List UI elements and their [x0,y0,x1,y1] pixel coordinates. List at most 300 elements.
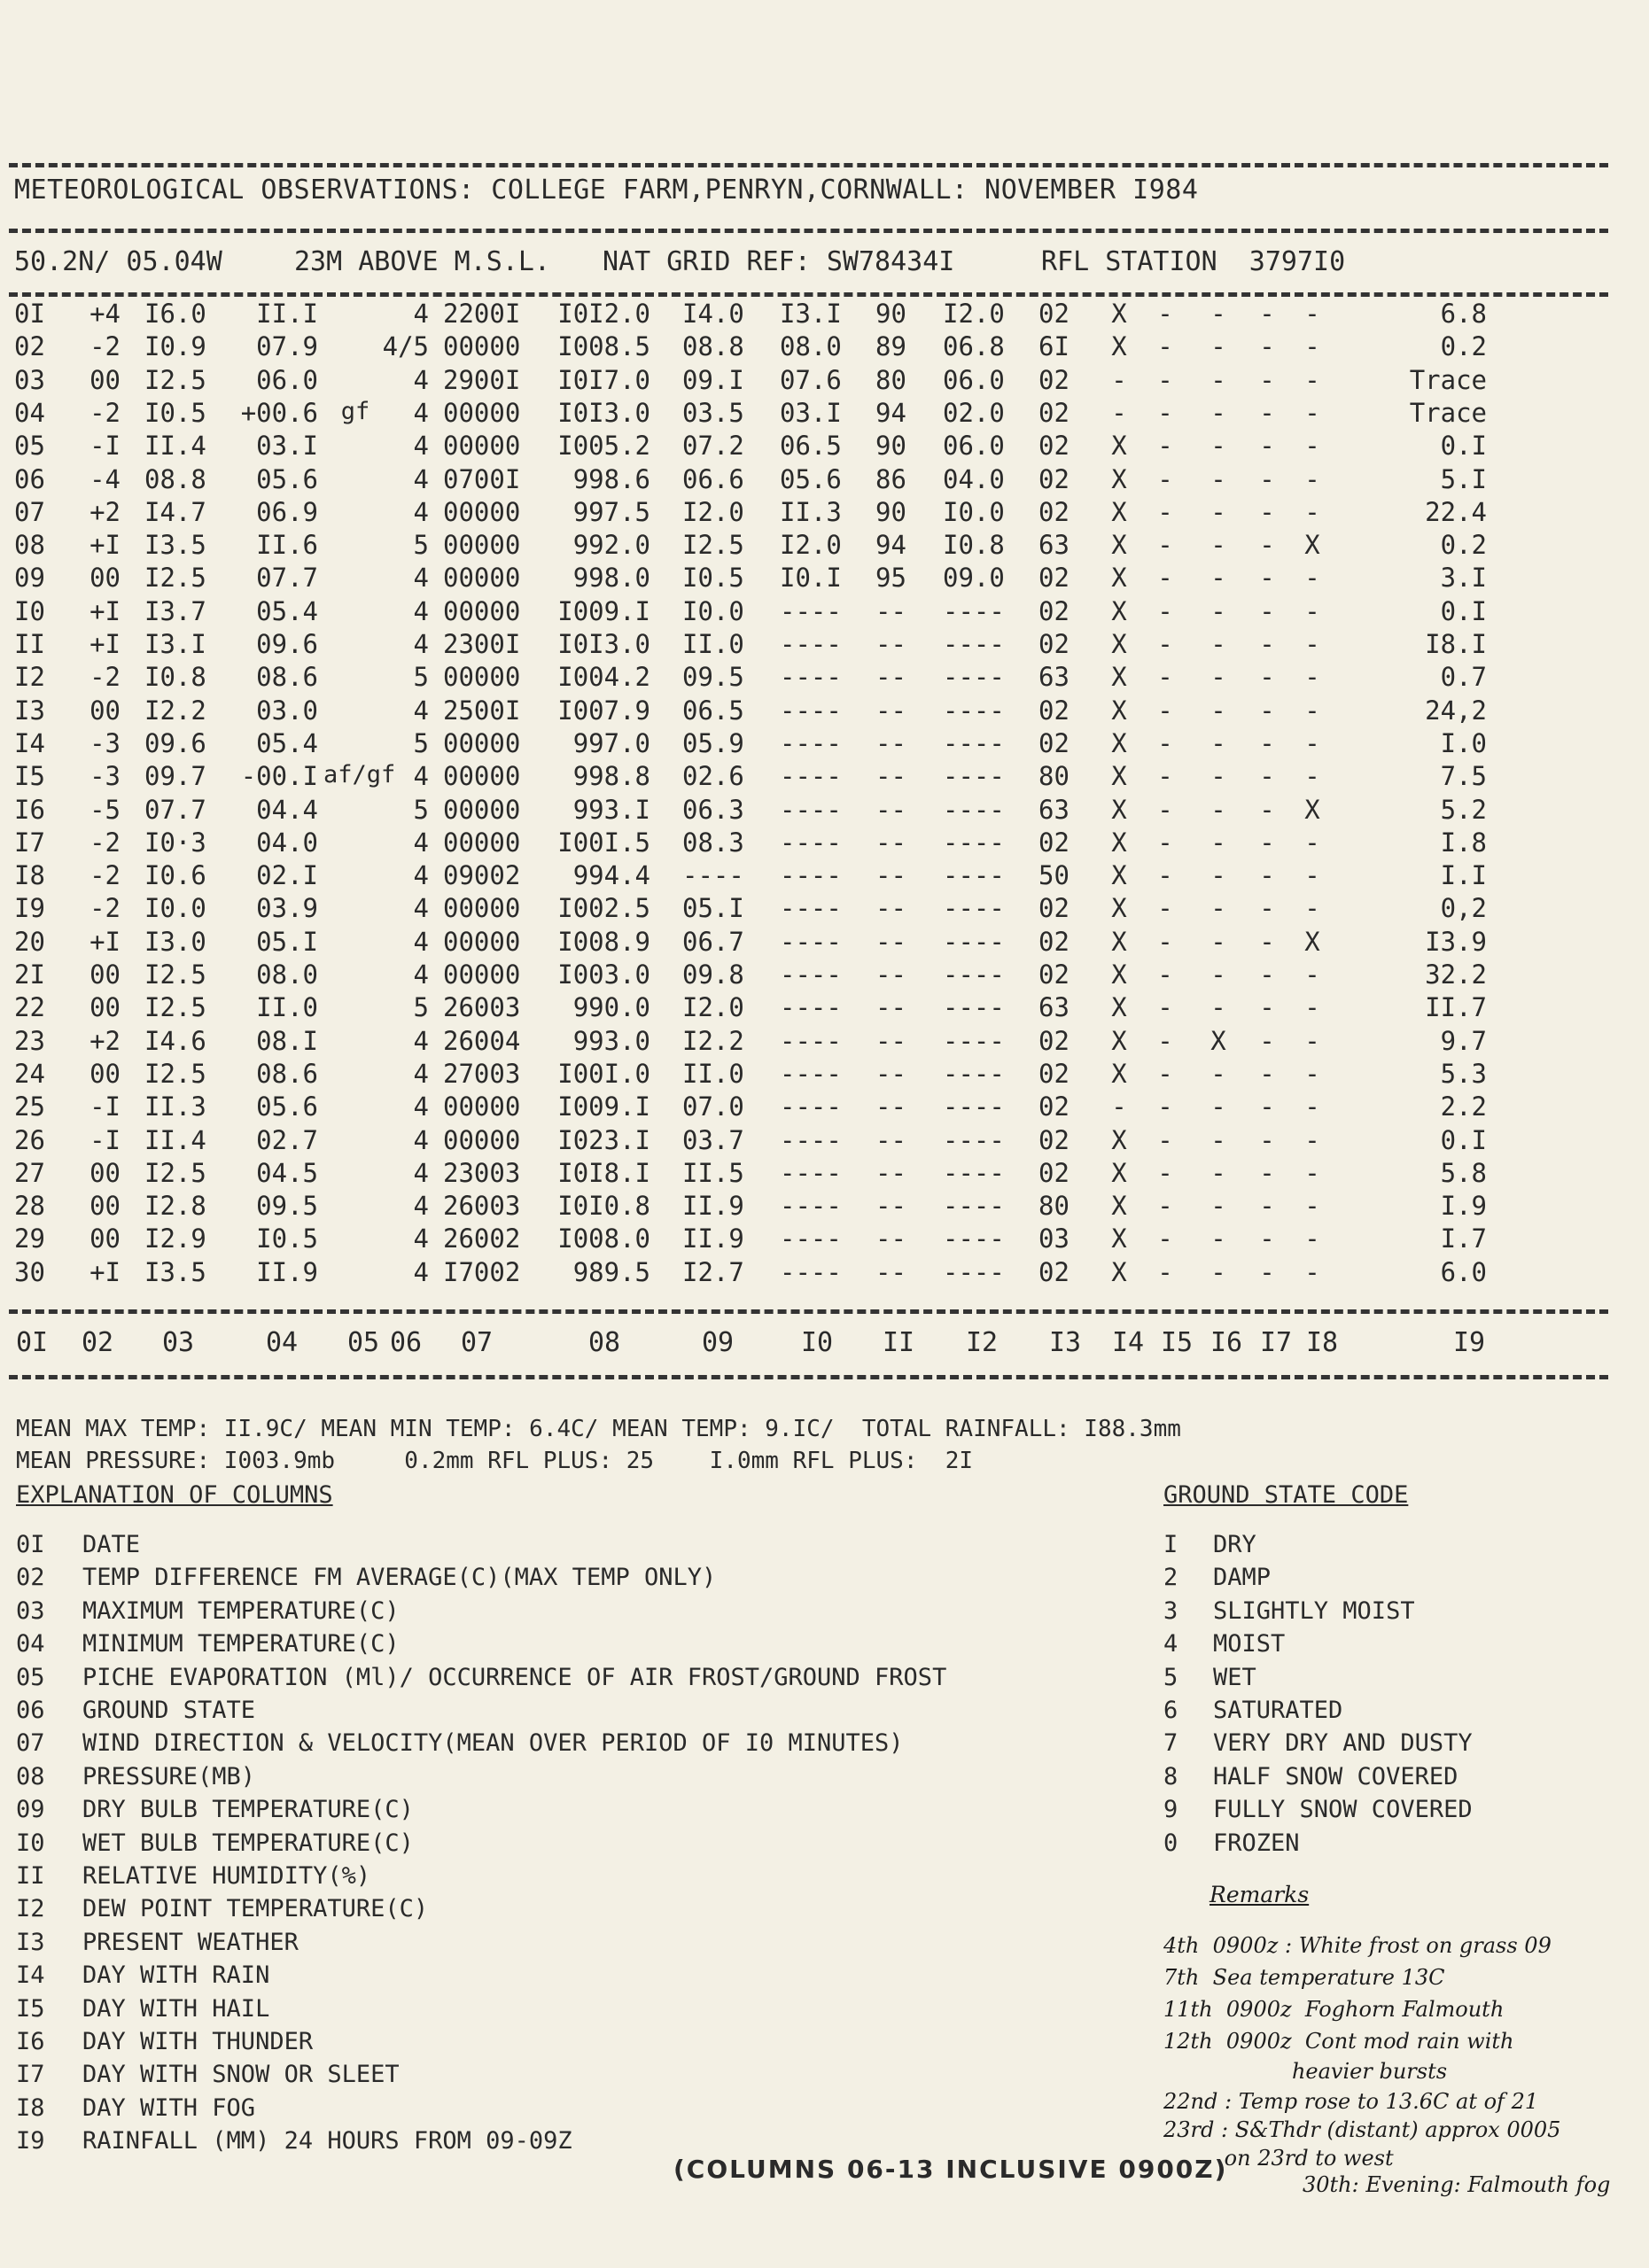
table-cell-col-19: 2.2 [1440,1091,1487,1122]
table-cell-col-9: 07.2 [682,431,744,462]
table-cell-col-12: ---- [943,860,1005,891]
column-number: I0 [801,1327,834,1358]
table-cell-col-15: - [1157,893,1173,924]
explanation-text: WET BULB TEMPERATURE(C) [82,1829,414,1857]
table-cell-col-9: I2.7 [682,1256,744,1287]
table-cell-col-14: X [1111,1256,1127,1287]
table-cell-col-9: I4.0 [682,299,744,329]
table-cell-col-15: - [1157,959,1173,990]
table-cell-col-17: - [1259,1157,1275,1188]
explanation-item [16,1895,428,1922]
table-cell-col-10: 06.5 [780,431,842,462]
table-cell-col-6: 4 [413,860,429,891]
table-cell-col-1: II [14,629,45,659]
ground-state-label: DRY [1213,1531,1256,1558]
table-cell-col-2: +I [89,629,121,659]
table-cell-col-13: 02 [1038,893,1070,924]
table-cell-col-14: X [1111,496,1127,527]
table-cell-col-4: 03.I [256,431,318,462]
table-cell-col-13: 02 [1038,629,1070,659]
table-row [0,431,1649,463]
table-cell-col-18: - [1304,959,1320,990]
table-cell-col-1: I5 [14,761,45,792]
table-cell-col-2: -3 [89,761,121,792]
explanation-number: 05 [16,1663,45,1691]
table-cell-col-19: 5.I [1440,463,1487,494]
table-cell-col-2: 00 [89,1058,121,1089]
table-cell-col-14: X [1111,1124,1127,1155]
table-cell-col-16: - [1210,1091,1226,1122]
column-number: 05 [347,1327,380,1358]
table-cell-col-16: - [1210,1124,1226,1155]
table-cell-col-7: 2300I [443,629,521,659]
table-cell-col-1: I7 [14,827,45,858]
table-cell-col-4: 06.9 [256,496,318,527]
table-cell-col-15: - [1157,662,1173,693]
table-cell-col-4: 09.6 [256,629,318,659]
table-cell-col-3: I4.7 [144,496,206,527]
table-cell-col-8: I009.I [557,1091,650,1122]
ground-state-label: WET [1213,1663,1256,1691]
table-cell-col-11: -- [875,893,906,924]
table-cell-col-19: 6.8 [1440,299,1487,329]
ground-state-item [1163,1664,1256,1691]
table-cell-col-12: ---- [943,727,1005,758]
table-cell-col-10: ---- [780,926,842,957]
table-cell-col-7: 0700I [443,463,521,494]
table-cell-col-14: X [1111,331,1127,362]
table-cell-col-10: ---- [780,827,842,858]
table-cell-col-6: 4 [413,496,429,527]
table-cell-col-12: ---- [943,893,1005,924]
table-cell-col-11: -- [875,1124,906,1155]
table-cell-col-6: 4 [413,1091,429,1122]
table-cell-col-16: - [1210,761,1226,792]
table-cell-col-16: - [1210,331,1226,362]
explanation-text: DATE [82,1531,141,1558]
table-cell-col-17: - [1259,364,1275,395]
table-cell-col-18: - [1304,463,1320,494]
table-cell-col-8: 990.0 [572,992,650,1023]
column-number: I7 [1260,1327,1293,1358]
table-cell-col-12: 04.0 [943,463,1005,494]
table-cell-col-15: - [1157,496,1173,527]
table-cell-col-14: X [1111,1058,1127,1089]
table-cell-col-19: II.7 [1425,992,1487,1023]
table-cell-col-15: - [1157,299,1173,329]
table-cell-col-7: 27003 [443,1058,521,1089]
table-cell-col-14: X [1111,860,1127,891]
table-cell-col-17: - [1259,662,1275,693]
table-cell-col-17: - [1259,1256,1275,1287]
table-cell-col-14: X [1111,893,1127,924]
table-cell-col-16: - [1210,530,1226,561]
table-cell-col-13: 80 [1038,1191,1070,1222]
explanation-item [16,1829,414,1857]
table-cell-col-19: Trace [1409,364,1487,395]
table-cell-col-12: ---- [943,959,1005,990]
table-cell-col-10: ---- [780,1058,842,1089]
divider [9,163,1608,167]
explanation-number: 03 [16,1596,45,1625]
table-cell-col-18: - [1304,727,1320,758]
table-cell-col-7: 00000 [443,431,521,462]
table-cell-col-4: 08.I [256,1025,318,1056]
table-cell-col-2: -2 [89,860,121,891]
table-cell-col-8: 997.5 [572,496,650,527]
table-cell-col-19: 0.I [1440,431,1487,462]
table-cell-col-7: 26004 [443,1025,521,1056]
table-cell-col-13: 02 [1038,364,1070,395]
table-cell-col-18: - [1304,1025,1320,1056]
table-cell-col-10: ---- [780,1091,842,1122]
table-cell-col-3: I2.5 [144,364,206,395]
table-row [0,795,1649,827]
table-cell-col-2: -2 [89,662,121,693]
table-cell-col-6: 5 [413,794,429,825]
table-cell-col-2: +I [89,595,121,626]
table-cell-col-15: - [1157,761,1173,792]
table-cell-col-11: -- [875,1091,906,1122]
column-number: 02 [82,1327,114,1358]
table-cell-col-13: 63 [1038,794,1070,825]
table-cell-col-3: I0.9 [144,331,206,362]
table-cell-col-10: ---- [780,595,842,626]
table-cell-col-9: I0.0 [682,595,744,626]
table-cell-col-4: 04.0 [256,827,318,858]
table-cell-col-1: 28 [14,1191,45,1222]
table-cell-col-4: 08.0 [256,959,318,990]
table-cell-col-6: 4 [413,397,429,428]
table-cell-col-3: 08.8 [144,463,206,494]
table-cell-col-8: I009.I [557,595,650,626]
table-cell-col-2: -4 [89,463,121,494]
table-cell-col-9: II.5 [682,1157,744,1188]
table-cell-col-14: X [1111,662,1127,693]
table-cell-col-7: I7002 [443,1256,521,1287]
table-cell-col-16: - [1210,794,1226,825]
table-cell-col-18: - [1304,397,1320,428]
table-cell-col-16: - [1210,1191,1226,1222]
table-cell-col-12: ---- [943,595,1005,626]
table-cell-col-6: 4 [413,595,429,626]
table-cell-col-2: -I [89,1124,121,1155]
table-cell-col-2: 00 [89,364,121,395]
explanation-text: DEW POINT TEMPERATURE(C) [82,1895,429,1923]
table-cell-col-14: X [1111,992,1127,1023]
explanation-text: RAINFALL (MM) 24 HOURS FROM 09-09Z [82,2127,572,2155]
table-cell-col-2: +4 [89,299,121,329]
ground-state-item [1163,1697,1342,1724]
table-cell-col-18: X [1304,794,1320,825]
explanation-number: I5 [16,1994,45,2023]
table-cell-col-10: I0.I [780,563,842,594]
table-cell-col-2: -3 [89,727,121,758]
table-cell-col-3: I0.6 [144,860,206,891]
table-cell-col-10: ---- [780,761,842,792]
table-row [0,563,1649,595]
station-altitude: 23M ABOVE M.S.L. [294,246,550,277]
remark-line: 30th: Evening: Falmouth fog [1303,2172,1611,2197]
table-cell-col-17: - [1259,794,1275,825]
table-cell-col-1: 23 [14,1025,45,1056]
table-cell-col-3: I4.6 [144,1025,206,1056]
ground-state-item [1163,1829,1300,1857]
table-cell-col-11: -- [875,860,906,891]
column-number: I6 [1210,1327,1243,1358]
ground-state-item [1163,1630,1285,1658]
table-cell-col-15: - [1157,1157,1173,1188]
table-row [0,827,1649,860]
ground-state-label: HALF SNOW COVERED [1213,1762,1458,1790]
table-cell-col-14: X [1111,827,1127,858]
table-cell-col-4: 09.5 [256,1191,318,1222]
table-cell-col-15: - [1157,463,1173,494]
table-cell-col-17: - [1259,1191,1275,1222]
table-cell-col-1: I6 [14,794,45,825]
table-cell-col-14: X [1111,563,1127,594]
explanation-item [16,1862,370,1890]
table-cell-col-8: I0I7.0 [557,364,650,395]
table-cell-col-3: I0·3 [144,827,206,858]
table-cell-col-18: - [1304,431,1320,462]
table-cell-col-16: - [1210,992,1226,1023]
table-cell-col-8: 993.0 [572,1025,650,1056]
table-cell-col-7: 00000 [443,1091,521,1122]
table-cell-col-8: I005.2 [557,431,650,462]
table-cell-col-9: 02.6 [682,761,744,792]
table-cell-col-16: - [1210,431,1226,462]
table-cell-col-17: - [1259,463,1275,494]
table-cell-col-12: ---- [943,992,1005,1023]
table-cell-col-9: 06.6 [682,463,744,494]
table-cell-col-10: ---- [780,629,842,659]
table-row [0,530,1649,563]
table-cell-col-2: -I [89,1091,121,1122]
ground-state-label: FULLY SNOW COVERED [1213,1796,1473,1824]
table-cell-col-12: ---- [943,1157,1005,1188]
table-cell-col-7: 00000 [443,563,521,594]
table-cell-col-4: I0.5 [256,1223,318,1254]
table-cell-col-3: I3.5 [144,530,206,561]
table-cell-col-15: - [1157,1091,1173,1122]
table-cell-col-6: 4 [413,761,429,792]
table-cell-col-8: I008.0 [557,1223,650,1254]
column-number: I8 [1306,1327,1339,1358]
table-cell-col-7: 26003 [443,1191,521,1222]
table-cell-col-14: X [1111,299,1127,329]
table-cell-col-18: - [1304,1256,1320,1287]
table-cell-col-18: - [1304,364,1320,395]
table-row [0,927,1649,959]
table-cell-col-3: I2.5 [144,992,206,1023]
table-cell-col-14: - [1111,1091,1127,1122]
table-cell-col-1: 29 [14,1223,45,1254]
table-cell-col-18: - [1304,563,1320,594]
table-cell-col-14: X [1111,926,1127,957]
table-cell-col-3: 09.6 [144,727,206,758]
table-row [0,1091,1649,1124]
table-row [0,1059,1649,1091]
explanation-text: DAY WITH SNOW OR SLEET [82,2061,400,2089]
table-cell-col-18: X [1304,926,1320,957]
table-cell-col-8: I00I.0 [557,1058,650,1089]
table-cell-col-3: I0.0 [144,893,206,924]
table-cell-col-13: 02 [1038,1157,1070,1188]
table-cell-col-13: 63 [1038,662,1070,693]
table-cell-col-1: 03 [14,364,45,395]
table-cell-col-17: - [1259,695,1275,726]
table-cell-col-16: - [1210,299,1226,329]
table-cell-col-19: 0.I [1440,595,1487,626]
explanation-text: WIND DIRECTION & VELOCITY(MEAN OVER PERIOD OF I0 MINUTES) [82,1729,904,1758]
table-cell-col-15: - [1157,397,1173,428]
explanation-number: I4 [16,1961,45,1990]
table-cell-col-11: -- [875,1256,906,1287]
table-cell-col-3: I2.5 [144,1157,206,1188]
column-number: 06 [390,1327,423,1358]
remark-line: 23rd : S&Thdr (distant) approx 0005 [1163,2117,1561,2142]
table-cell-col-18: - [1304,1157,1320,1188]
column-number: 07 [461,1327,494,1358]
table-cell-col-19: I.I [1440,860,1487,891]
table-row [0,728,1649,761]
table-cell-col-16: - [1210,860,1226,891]
table-cell-col-12: I2.0 [943,299,1005,329]
table-cell-col-16: - [1210,364,1226,395]
table-cell-col-1: 30 [14,1256,45,1287]
ground-state-code: 7 [1163,1729,1178,1758]
table-row [0,1158,1649,1191]
table-cell-col-7: 00000 [443,662,521,693]
table-cell-col-17: - [1259,563,1275,594]
table-cell-col-10: 07.6 [780,364,842,395]
table-cell-col-15: - [1157,1124,1173,1155]
table-cell-col-17: - [1259,959,1275,990]
table-cell-col-17: - [1259,1124,1275,1155]
table-cell-col-10: ---- [780,1256,842,1287]
table-cell-col-5: gf [340,397,370,425]
remark-line: 4th 0900z : White frost on grass 09 [1163,1933,1552,1958]
explanation-item [16,2127,572,2155]
table-cell-col-13: 02 [1038,1256,1070,1287]
table-cell-col-9: 05.I [682,893,744,924]
table-cell-col-3: II.4 [144,431,206,462]
table-cell-col-18: - [1304,331,1320,362]
table-cell-col-13: 63 [1038,992,1070,1023]
table-cell-col-8: I008.9 [557,926,650,957]
table-cell-col-15: - [1157,1025,1173,1056]
table-cell-col-9: 09.8 [682,959,744,990]
column-number: 08 [588,1327,621,1358]
explanation-item [16,1796,414,1823]
table-cell-col-11: -- [875,1157,906,1188]
explanation-text: PRESENT WEATHER [82,1928,299,1956]
table-cell-col-13: 02 [1038,496,1070,527]
table-row [0,662,1649,695]
table-cell-col-12: I0.8 [943,530,1005,561]
table-cell-col-11: 95 [875,563,906,594]
table-cell-col-18: - [1304,1058,1320,1089]
table-cell-col-8: I004.2 [557,662,650,693]
ground-state-item [1163,1729,1473,1757]
ground-state-code: I [1163,1531,1178,1558]
column-number: I9 [1453,1327,1486,1358]
table-cell-col-4: 05.6 [256,463,318,494]
table-cell-col-11: -- [875,695,906,726]
table-cell-col-3: I2.8 [144,1191,206,1222]
explanation-number: 06 [16,1697,45,1724]
table-cell-col-11: -- [875,1025,906,1056]
table-cell-col-10: I2.0 [780,530,842,561]
table-cell-col-6: 4 [413,1191,429,1222]
table-cell-col-7: 09002 [443,860,521,891]
table-cell-col-6: 4 [413,1124,429,1155]
table-cell-col-15: - [1157,1058,1173,1089]
table-cell-col-8: I0I8.I [557,1157,650,1188]
table-cell-col-19: 7.5 [1440,761,1487,792]
table-cell-col-9: I2.0 [682,496,744,527]
table-cell-col-1: 05 [14,431,45,462]
table-cell-col-10: ---- [780,1191,842,1222]
explanation-number: II [16,1862,45,1890]
table-cell-col-13: 02 [1038,926,1070,957]
explanation-number: I2 [16,1895,45,1923]
table-cell-col-13: 02 [1038,695,1070,726]
table-cell-col-4: -00.I [240,761,318,792]
table-cell-col-5: af/gf [323,761,396,789]
table-cell-col-4: 06.0 [256,364,318,395]
remark-line: 22nd : Temp rose to 13.6C at of 21 [1163,2089,1539,2114]
table-cell-col-10: ---- [780,695,842,726]
table-cell-col-19: I.0 [1440,727,1487,758]
divider [9,1309,1608,1314]
table-cell-col-11: -- [875,662,906,693]
table-cell-col-16: - [1210,662,1226,693]
table-cell-col-12: 02.0 [943,397,1005,428]
table-cell-col-18: - [1304,695,1320,726]
table-cell-col-14: X [1111,431,1127,462]
column-number: I2 [966,1327,999,1358]
table-cell-col-16: - [1210,1157,1226,1188]
table-cell-col-4: +00.6 [240,397,318,428]
remark-line: on 23rd to west [1163,2146,1394,2171]
table-cell-col-17: - [1259,827,1275,858]
ground-state-label: SATURATED [1213,1697,1343,1724]
explanation-text: DAY WITH RAIN [82,1961,270,1990]
table-cell-col-15: - [1157,794,1173,825]
table-cell-col-14: X [1111,1223,1127,1254]
station-coordinates: 50.2N/ 05.04W [14,246,222,277]
ground-state-code: 4 [1163,1630,1178,1658]
explanation-number: 07 [16,1729,45,1758]
table-cell-col-13: 02 [1038,299,1070,329]
table-cell-col-10: ---- [780,1124,842,1155]
table-cell-col-6: 4 [413,563,429,594]
table-cell-col-19: 5.8 [1440,1157,1487,1188]
table-cell-col-15: - [1157,595,1173,626]
table-cell-col-7: 2200I [443,299,521,329]
table-cell-col-11: -- [875,926,906,957]
table-cell-col-4: 04.5 [256,1157,318,1188]
explanation-text: MAXIMUM TEMPERATURE(C) [82,1596,400,1625]
table-cell-col-12: ---- [943,926,1005,957]
explanation-item [16,2028,313,2055]
table-cell-col-17: - [1259,629,1275,659]
table-cell-col-8: 998.0 [572,563,650,594]
table-cell-col-7: 00000 [443,893,521,924]
table-cell-col-3: I3.7 [144,595,206,626]
